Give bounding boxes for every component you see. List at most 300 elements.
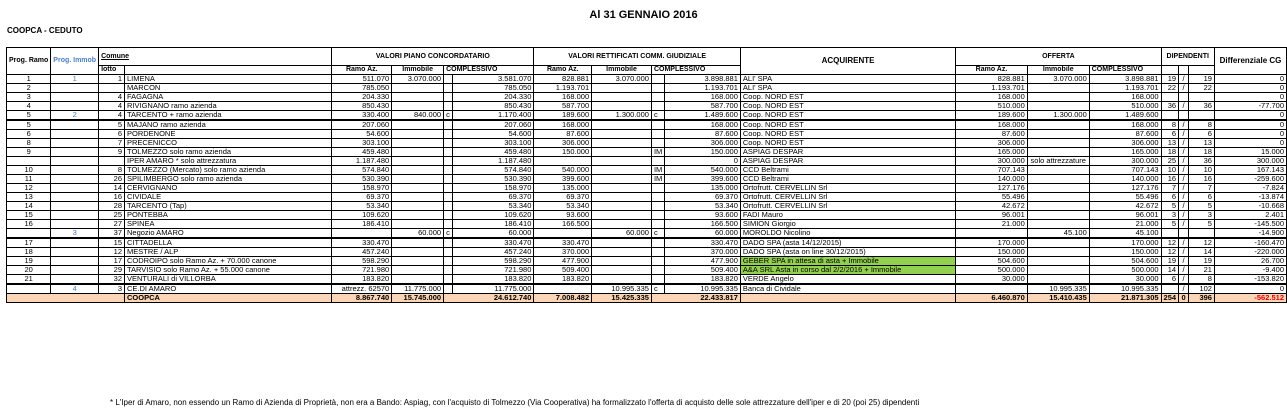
cell-d2: / xyxy=(1179,257,1189,266)
header-o-complessivo: COMPLESSIVO xyxy=(1089,66,1161,75)
cell-r-ramo xyxy=(534,157,592,166)
cell-o-imm: 3.070.000 xyxy=(1027,75,1089,84)
cell-immob xyxy=(51,266,99,275)
cell-d2: / xyxy=(1179,166,1189,175)
cell-acquirente: ALI' SPA xyxy=(740,75,955,84)
cell-diff: -77.700 xyxy=(1214,102,1286,111)
cell-o-tot: 510.000 xyxy=(1089,102,1161,111)
cell-acquirente: DADO SPA (asta 14/12/2015) xyxy=(740,238,955,248)
cell-p-imm xyxy=(392,93,444,102)
cell-p-ramo: 53.340 xyxy=(332,202,392,211)
cell-o-ramo: 500.000 xyxy=(956,266,1028,275)
cell-r-tot: 509.400 xyxy=(665,266,741,275)
cell-o-tot: 300.000 xyxy=(1089,157,1161,166)
cell-comune: PORDENONE xyxy=(125,130,332,139)
cell-r-ramo: 168.000 xyxy=(534,120,592,130)
cell-o-ramo: 300.000 xyxy=(956,157,1028,166)
cell-acquirente: Coop. NORD EST xyxy=(740,111,955,121)
cell-o-tot: 165.000 xyxy=(1089,148,1161,157)
cell-immob: 3 xyxy=(51,229,99,239)
total-p-imm: 15.745.000 xyxy=(392,294,444,303)
cell-r-ramo: 135.000 xyxy=(534,184,592,193)
cell-d1: 14 xyxy=(1161,266,1179,275)
cell-diff: 0 xyxy=(1214,130,1286,139)
cell-p-tot: 457.240 xyxy=(452,248,534,257)
total-row xyxy=(7,294,1287,303)
cell-d2: / xyxy=(1179,211,1189,220)
table-row xyxy=(7,157,1287,166)
cell-ramo: 19 xyxy=(7,257,51,266)
cell-d1: 19 xyxy=(1161,75,1179,84)
cell-d3: 5 xyxy=(1189,220,1215,229)
cell-r-tot: 150.000 xyxy=(665,148,741,157)
cell-acquirente: ASPIAG DESPAR xyxy=(740,157,955,166)
total-r-imm: 15.425.335 xyxy=(592,294,652,303)
cell-o-imm: 10.995.335 xyxy=(1027,284,1089,294)
cell-acquirente: Coop. NORD EST xyxy=(740,130,955,139)
cell-p-imm xyxy=(392,102,444,111)
cell-p-c xyxy=(444,148,453,157)
cell-o-imm xyxy=(1027,139,1089,148)
cell-o-imm: 45.100 xyxy=(1027,229,1089,239)
cell-r-c xyxy=(651,139,664,148)
cell-diff: -13.874 xyxy=(1214,193,1286,202)
cell-p-c xyxy=(444,202,453,211)
cell-immob xyxy=(51,157,99,166)
cell-r-imm xyxy=(592,148,652,157)
cell-diff: 0 xyxy=(1214,93,1286,102)
cell-p-tot: 54.600 xyxy=(452,130,534,139)
cell-r-imm xyxy=(592,84,652,93)
header-p-immobile: Immobile xyxy=(392,66,444,75)
cell-r-ramo: 370.000 xyxy=(534,248,592,257)
cell-comune: MARCON xyxy=(125,84,332,93)
cell-comune: CODROIPO solo Ramo Az. + 70.000 canone xyxy=(125,257,332,266)
cell-o-tot: 1.193.701 xyxy=(1089,84,1161,93)
cell-d3: 10 xyxy=(1189,166,1215,175)
cell-lotto: 16 xyxy=(99,193,125,202)
cell-d1: 25 xyxy=(1161,157,1179,166)
cell-r-tot: 183.820 xyxy=(665,275,741,285)
cell-acquirente: Ortofrutt. CERVELLIN Srl xyxy=(740,184,955,193)
cell-diff: -160.470 xyxy=(1214,238,1286,248)
cell-diff: -220.000 xyxy=(1214,248,1286,257)
cell-r-c: IM xyxy=(651,166,664,175)
cell-r-c: c xyxy=(651,111,664,121)
cell-p-imm xyxy=(392,238,444,248)
cell-diff: 15.000 xyxy=(1214,148,1286,157)
cell-lotto: 12 xyxy=(99,248,125,257)
cell-acquirente: GEBER SPA in attesa di asta + Immobile xyxy=(740,257,955,266)
cell-o-imm xyxy=(1027,266,1089,275)
cell-r-c xyxy=(651,193,664,202)
cell-d3: 21 xyxy=(1189,266,1215,275)
cell-r-tot: 587.700 xyxy=(665,102,741,111)
cell-o-imm xyxy=(1027,166,1089,175)
cell-p-tot: 574.840 xyxy=(452,166,534,175)
cell-d1: 19 xyxy=(1161,257,1179,266)
cell-immob xyxy=(51,120,99,130)
cell-p-ramo: 330.400 xyxy=(332,111,392,121)
cell-p-c xyxy=(444,93,453,102)
cell-r-imm xyxy=(592,157,652,166)
cell-p-ramo: 109.620 xyxy=(332,211,392,220)
cell-d2: / xyxy=(1179,284,1189,294)
cell-d2: / xyxy=(1179,184,1189,193)
cell-p-ramo: 530.390 xyxy=(332,175,392,184)
total-r-tot: 22.433.817 xyxy=(651,294,740,303)
cell-o-imm xyxy=(1027,193,1089,202)
cell-o-imm: solo attrezzature xyxy=(1027,157,1089,166)
table-row xyxy=(7,284,1287,294)
cell-r-imm xyxy=(592,220,652,229)
cell-r-tot: 87.600 xyxy=(665,130,741,139)
cell-p-tot: 330.470 xyxy=(452,238,534,248)
header-prog-immob: Prog. Immob xyxy=(51,48,99,75)
cell-diff: -153.820 xyxy=(1214,275,1286,285)
cell-r-imm xyxy=(592,238,652,248)
table-row xyxy=(7,102,1287,111)
cell-ramo xyxy=(7,284,51,294)
header-dip-1 xyxy=(1161,66,1179,75)
cell-p-ramo: 511.070 xyxy=(332,75,392,84)
cell-o-tot: 150.000 xyxy=(1089,248,1161,257)
cell-r-imm xyxy=(592,211,652,220)
total-spacer xyxy=(740,294,955,303)
cell-d2: / xyxy=(1179,202,1189,211)
cell-p-ramo: 207.060 xyxy=(332,120,392,130)
cell-o-ramo: 165.000 xyxy=(956,148,1028,157)
cell-r-c xyxy=(651,238,664,248)
cell-p-ramo: 457.240 xyxy=(332,248,392,257)
cell-p-tot: 303.100 xyxy=(452,139,534,148)
cell-d2 xyxy=(1179,229,1189,239)
table-row xyxy=(7,139,1287,148)
cell-d1: 22 xyxy=(1161,84,1179,93)
cell-p-imm xyxy=(392,166,444,175)
cell-r-imm xyxy=(592,120,652,130)
cell-d2: / xyxy=(1179,120,1189,130)
cell-comune: TARVISIO solo Ramo Az. + 55.000 canone xyxy=(125,266,332,275)
header-p-ramo: Ramo Az. xyxy=(332,66,392,75)
cell-p-c xyxy=(444,102,453,111)
cell-r-imm xyxy=(592,193,652,202)
cell-p-imm xyxy=(392,130,444,139)
cell-acquirente: SIMION Giorgio xyxy=(740,220,955,229)
cell-acquirente: A&A SRL Asta in corso dal 2/2/2016 + Immobile xyxy=(740,266,955,275)
cell-p-c xyxy=(444,139,453,148)
cell-immob xyxy=(51,257,99,266)
cell-r-ramo: 53.340 xyxy=(534,202,592,211)
cell-d2: / xyxy=(1179,130,1189,139)
cell-comune: PRECENICCO xyxy=(125,139,332,148)
cell-p-tot: 186.410 xyxy=(452,220,534,229)
cell-comune: CITTADELLA xyxy=(125,238,332,248)
cell-o-imm xyxy=(1027,184,1089,193)
cell-p-tot: 850.430 xyxy=(452,102,534,111)
total-o-imm: 15.410.435 xyxy=(1027,294,1089,303)
cell-r-tot: 540.000 xyxy=(665,166,741,175)
cell-r-ramo: 87.600 xyxy=(534,130,592,139)
cell-d1: 36 xyxy=(1161,102,1179,111)
cell-p-tot: 721.980 xyxy=(452,266,534,275)
cell-d2: / xyxy=(1179,266,1189,275)
table-row xyxy=(7,202,1287,211)
cell-lotto xyxy=(99,157,125,166)
cell-comune: CIVIDALE xyxy=(125,193,332,202)
cell-r-tot: 306.000 xyxy=(665,139,741,148)
cell-p-c xyxy=(444,238,453,248)
cell-p-c xyxy=(444,84,453,93)
cell-comune: Negozio AMARO xyxy=(125,229,332,239)
table-row xyxy=(7,193,1287,202)
cell-p-tot: 1.187.480 xyxy=(452,157,534,166)
cell-r-imm: 3.070.000 xyxy=(592,75,652,84)
cell-d3 xyxy=(1189,111,1215,121)
cell-p-c xyxy=(444,193,453,202)
cell-comune: IPER AMARO * solo attrezzatura xyxy=(125,157,332,166)
cell-p-ramo: 785.050 xyxy=(332,84,392,93)
cell-diff: -259.600 xyxy=(1214,175,1286,184)
cell-ramo: 12 xyxy=(7,184,51,193)
cell-lotto: 3 xyxy=(99,284,125,294)
cell-p-tot: 53.340 xyxy=(452,202,534,211)
cell-lotto: 26 xyxy=(99,175,125,184)
cell-r-imm xyxy=(592,266,652,275)
cell-r-c xyxy=(651,248,664,257)
cell-r-ramo xyxy=(534,284,592,294)
cell-immob xyxy=(51,84,99,93)
cell-d3: 102 xyxy=(1189,284,1215,294)
total-diff: -562.512 xyxy=(1214,294,1286,303)
cell-diff: -14.900 xyxy=(1214,229,1286,239)
cell-r-imm xyxy=(592,93,652,102)
cell-o-ramo: 168.000 xyxy=(956,120,1028,130)
cell-ramo: 20 xyxy=(7,266,51,275)
cell-p-tot: 785.050 xyxy=(452,84,534,93)
cell-acquirente: Ortofrutt. CERVELLIN Srl xyxy=(740,202,955,211)
cell-p-ramo: 183.820 xyxy=(332,275,392,285)
cell-d3: 19 xyxy=(1189,75,1215,84)
cell-immob xyxy=(51,148,99,157)
cell-lotto: 29 xyxy=(99,266,125,275)
cell-comune: VENTURALI di VILLORBA xyxy=(125,275,332,285)
cell-r-imm xyxy=(592,166,652,175)
cell-r-tot: 3.898.881 xyxy=(665,75,741,84)
cell-p-ramo: 459.480 xyxy=(332,148,392,157)
cell-lotto: 5 xyxy=(99,120,125,130)
cell-lotto: 7 xyxy=(99,139,125,148)
cell-d2: / xyxy=(1179,148,1189,157)
cell-p-imm: 60.000 xyxy=(392,229,444,239)
cell-comune: TARCENTO (Tap) xyxy=(125,202,332,211)
cell-acquirente: ASPIAG DESPAR xyxy=(740,148,955,157)
cell-d3: 14 xyxy=(1189,248,1215,257)
header-acquirente: ACQUIRENTE xyxy=(740,48,955,75)
cell-p-tot: 158.970 xyxy=(452,184,534,193)
cell-p-c xyxy=(444,266,453,275)
cell-d3: 8 xyxy=(1189,275,1215,285)
cell-o-imm xyxy=(1027,120,1089,130)
cell-o-tot: 30.000 xyxy=(1089,275,1161,285)
cell-r-tot: 1.193.701 xyxy=(665,84,741,93)
cell-d2: / xyxy=(1179,139,1189,148)
cell-p-ramo: attrezz. 62570 xyxy=(332,284,392,294)
cell-diff: 0 xyxy=(1214,120,1286,130)
cell-o-imm xyxy=(1027,202,1089,211)
cell-ramo: 5 xyxy=(7,120,51,130)
cell-r-ramo: 183.820 xyxy=(534,275,592,285)
cell-r-c xyxy=(651,84,664,93)
cell-p-imm xyxy=(392,266,444,275)
cell-immob xyxy=(51,102,99,111)
cell-lotto: 27 xyxy=(99,220,125,229)
cell-p-c xyxy=(444,75,453,84)
cell-p-ramo: 303.100 xyxy=(332,139,392,148)
cell-diff: -145.500 xyxy=(1214,220,1286,229)
cell-r-c xyxy=(651,130,664,139)
cell-p-c xyxy=(444,120,453,130)
cell-o-ramo: 707.143 xyxy=(956,166,1028,175)
cell-d3: 36 xyxy=(1189,102,1215,111)
cell-r-c xyxy=(651,157,664,166)
cell-r-ramo: 69.370 xyxy=(534,193,592,202)
header-r-ramo: Ramo Az. xyxy=(534,66,592,75)
cell-immob xyxy=(51,275,99,285)
cell-r-ramo: 399.600 xyxy=(534,175,592,184)
cell-p-tot: 11.775.000 xyxy=(452,284,534,294)
cell-immob xyxy=(51,166,99,175)
cell-immob xyxy=(51,175,99,184)
cell-lotto: 15 xyxy=(99,238,125,248)
cell-diff: 0 xyxy=(1214,84,1286,93)
cell-d2: / xyxy=(1179,220,1189,229)
cell-d3: 18 xyxy=(1189,148,1215,157)
cell-r-tot: 1.489.600 xyxy=(665,111,741,121)
cell-acquirente: Coop. NORD EST xyxy=(740,139,955,148)
total-d1: 254 xyxy=(1161,294,1179,303)
table-row xyxy=(7,211,1287,220)
cell-diff: 26.700 xyxy=(1214,257,1286,266)
header-r-complessivo: COMPLESSIVO xyxy=(651,66,740,75)
cell-lotto: 4 xyxy=(99,102,125,111)
cell-r-c xyxy=(651,266,664,275)
cell-lotto: 9 xyxy=(99,148,125,157)
cell-p-ramo: 598.290 xyxy=(332,257,392,266)
cell-o-tot: 3.898.881 xyxy=(1089,75,1161,84)
cell-o-tot: 170.000 xyxy=(1089,238,1161,248)
table-row xyxy=(7,175,1287,184)
cell-comune: PONTEBBA xyxy=(125,211,332,220)
header-differenziale: Differenziale CG xyxy=(1214,48,1286,75)
cell-d1: 8 xyxy=(1161,120,1179,130)
cell-p-ramo: 850.430 xyxy=(332,102,392,111)
cell-d2: / xyxy=(1179,75,1189,84)
cell-immob: 4 xyxy=(51,284,99,294)
cell-p-tot: 69.370 xyxy=(452,193,534,202)
footnote: * L'Iper di Amaro, non essendo un Ramo di Azienda di Proprietà, non era a Bando: Aspiag, con l'acquisto di Tolmezzo (Via Cooperativa) ha formalizzato l'offerta di acquisto delle sole attrezzature dell'iper e di 20 (poi 25) dipendenti xyxy=(110,398,920,407)
cell-p-imm: 3.070.000 xyxy=(392,75,444,84)
cell-diff: 167.143 xyxy=(1214,166,1286,175)
table-row xyxy=(7,130,1287,139)
cell-r-ramo: 330.470 xyxy=(534,238,592,248)
cell-lotto: 25 xyxy=(99,211,125,220)
cell-r-tot: 399.600 xyxy=(665,175,741,184)
cell-p-c xyxy=(444,175,453,184)
cell-p-imm xyxy=(392,184,444,193)
total-label: COOPCA xyxy=(125,294,332,303)
cell-o-imm: 1.300.000 xyxy=(1027,111,1089,121)
cell-o-imm xyxy=(1027,248,1089,257)
cell-d2: / xyxy=(1179,102,1189,111)
cell-o-ramo: 140.000 xyxy=(956,175,1028,184)
cell-r-ramo: 93.600 xyxy=(534,211,592,220)
cell-o-tot: 500.000 xyxy=(1089,266,1161,275)
cell-p-c: c xyxy=(444,111,453,121)
cell-immob xyxy=(51,220,99,229)
cell-acquirente: Coop. NORD EST xyxy=(740,93,955,102)
cell-diff: 0 xyxy=(1214,111,1286,121)
cell-r-c xyxy=(651,211,664,220)
cell-acquirente: VERDE Angelo xyxy=(740,275,955,285)
cell-p-ramo: 574.840 xyxy=(332,166,392,175)
cell-o-imm xyxy=(1027,93,1089,102)
header-o-ramo: Ramo Az. xyxy=(956,66,1028,75)
header-lotto: lotto xyxy=(99,66,125,75)
table-row xyxy=(7,248,1287,257)
cell-ramo: 11 xyxy=(7,175,51,184)
cell-ramo: 1 xyxy=(7,75,51,84)
cell-d3: 6 xyxy=(1189,193,1215,202)
cell-o-tot: 87.600 xyxy=(1089,130,1161,139)
cell-p-imm xyxy=(392,193,444,202)
cell-immob xyxy=(51,184,99,193)
cell-p-ramo: 69.370 xyxy=(332,193,392,202)
header-p-complessivo: COMPLESSIVO xyxy=(444,66,534,75)
cell-p-c xyxy=(444,284,453,294)
cell-o-tot: 504.600 xyxy=(1089,257,1161,266)
cell-d3: 36 xyxy=(1189,157,1215,166)
header-dipendenti: DIPENDENTI xyxy=(1161,48,1214,66)
cell-ramo: 8 xyxy=(7,139,51,148)
header-valori-piano: VALORI PIANO CONCORDATARIO xyxy=(332,48,534,66)
cell-lotto: 8 xyxy=(99,166,125,175)
cell-ramo: 15 xyxy=(7,211,51,220)
cell-o-ramo: 55.496 xyxy=(956,193,1028,202)
cell-p-imm: 840.000 xyxy=(392,111,444,121)
cell-comune: SPILIMBERGO solo ramo azienda xyxy=(125,175,332,184)
cell-r-tot: 168.000 xyxy=(665,120,741,130)
cell-ramo: 5 xyxy=(7,111,51,121)
table-row xyxy=(7,184,1287,193)
cell-d1: 12 xyxy=(1161,238,1179,248)
cell-o-imm xyxy=(1027,220,1089,229)
cell-diff: 300.000 xyxy=(1214,157,1286,166)
cell-immob xyxy=(51,238,99,248)
cell-ramo: 13 xyxy=(7,193,51,202)
cell-lotto: 32 xyxy=(99,275,125,285)
cell-r-c xyxy=(651,93,664,102)
cell-r-tot: 168.000 xyxy=(665,93,741,102)
cell-r-imm xyxy=(592,257,652,266)
cell-o-tot: 21.000 xyxy=(1089,220,1161,229)
cell-o-tot: 306.000 xyxy=(1089,139,1161,148)
cell-r-ramo xyxy=(534,229,592,239)
cell-o-ramo: 170.000 xyxy=(956,238,1028,248)
cell-d1: 7 xyxy=(1161,184,1179,193)
cell-p-tot: 183.820 xyxy=(452,275,534,285)
cell-o-imm xyxy=(1027,257,1089,266)
